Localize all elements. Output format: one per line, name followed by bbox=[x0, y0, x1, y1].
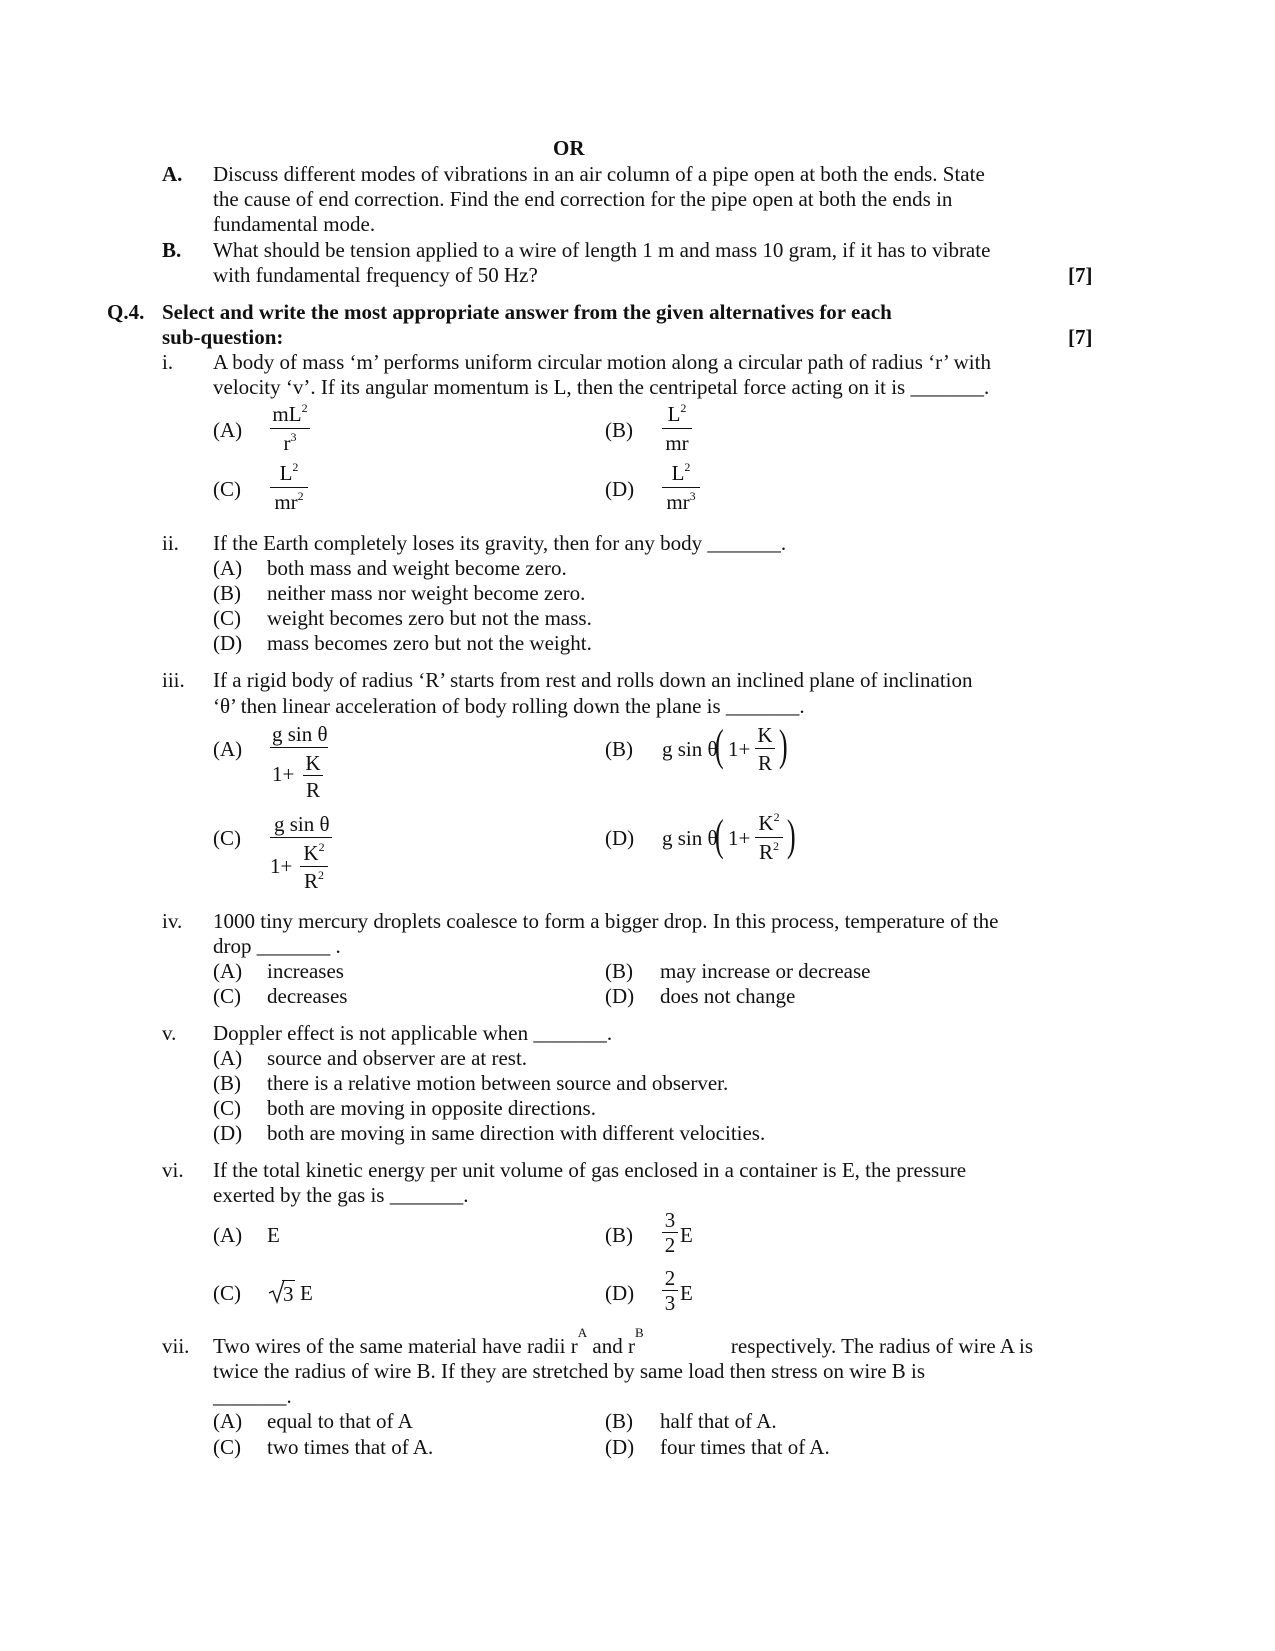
q-ii-opt-b-label: (B) bbox=[213, 581, 241, 605]
q-iii-opt-d-label: (D) bbox=[605, 826, 635, 850]
q-v-opt-b-label: (B) bbox=[213, 1071, 241, 1095]
q-iii-opt-a-fraction: g sin θ 1+ K R bbox=[272, 722, 328, 802]
q-v-opt-c-label: (C) bbox=[213, 1096, 241, 1120]
q-iii-opt-c-label: (C) bbox=[213, 826, 241, 850]
q-vii-opt-d-label: (D) bbox=[605, 1435, 635, 1459]
part-a-label: A. bbox=[162, 162, 183, 186]
q-vi-line2: exerted by the gas is _______. bbox=[213, 1183, 469, 1207]
q-iii-line1: If a rigid body of radius ‘R’ starts from rest and rolls down an inclined plane of inclination bbox=[213, 668, 973, 692]
q-iv-number: iv. bbox=[162, 909, 183, 933]
q-i-line2: velocity ‘v’. If its angular momentum is L, then the centripetal force acting on it is _______. bbox=[213, 375, 990, 399]
q-i-opt-c-fraction: $L^2$ $mr^2$ bbox=[270, 461, 308, 514]
or-heading: OR bbox=[553, 136, 585, 160]
q-ii-opt-c-label: (C) bbox=[213, 606, 241, 630]
q-iv-opt-d-text: does not change bbox=[660, 984, 796, 1008]
q-iii-opt-c-fraction: g sin θ 1+ $K^2$ $R^2$ bbox=[270, 811, 336, 893]
q-vii-opt-d-text: four times that of A. bbox=[660, 1435, 830, 1459]
q-iv-line1: 1000 tiny mercury droplets coalesce to form a bigger drop. In this process, temperature of the bbox=[213, 909, 999, 933]
q-ii-opt-a-text: both mass and weight become zero. bbox=[267, 556, 567, 580]
q-ii-opt-a-label: (A) bbox=[213, 556, 243, 580]
q-v-opt-d-text: both are moving in same direction with different velocities. bbox=[267, 1121, 766, 1145]
q-ii-number: ii. bbox=[162, 531, 179, 555]
q-v-opt-b-text: there is a relative motion between source and observer. bbox=[267, 1071, 729, 1095]
part-b-label: B. bbox=[162, 238, 182, 262]
q-i-line1: A body of mass ‘m’ performs uniform circular motion along a circular path of radius ‘r’ with bbox=[213, 350, 991, 374]
q4-number: Q.4. bbox=[107, 300, 145, 324]
part-b-line1: What should be tension applied to a wire of length 1 m and mass 10 gram, if it has to vibrate bbox=[213, 238, 991, 262]
part-b-line2: with fundamental frequency of 50 Hz? bbox=[213, 263, 538, 287]
q-vi-opt-a-text: E bbox=[267, 1223, 280, 1247]
q-iii-number: iii. bbox=[162, 668, 185, 692]
q-iv-opt-b-text: may increase or decrease bbox=[660, 959, 871, 983]
q-ii-text: If the Earth completely loses its gravity, then for any body _______. bbox=[213, 531, 787, 555]
q-vi-opt-d-label: (D) bbox=[605, 1281, 635, 1305]
part-a-line3: fundamental mode. bbox=[213, 212, 376, 236]
q-i-opt-d-label: (D) bbox=[605, 477, 635, 501]
q-iv-opt-a-text: increases bbox=[267, 959, 344, 983]
q-iii-line2: ‘θ’ then linear acceleration of body rolling down the plane is _______. bbox=[213, 694, 805, 718]
q-iv-opt-d-label: (D) bbox=[605, 984, 635, 1008]
q-vii-opt-b-text: half that of A. bbox=[660, 1409, 777, 1433]
q-vi-opt-a-label: (A) bbox=[213, 1223, 243, 1247]
q-iv-opt-a-label: (A) bbox=[213, 959, 243, 983]
q-vii-number: vii. bbox=[162, 1334, 190, 1358]
q-i-opt-a-fraction: $mL^2$ $r^3$ bbox=[270, 402, 310, 455]
q-vi-number: vi. bbox=[162, 1158, 184, 1182]
q-v-opt-a-text: source and observer are at rest. bbox=[267, 1046, 528, 1070]
q-iv-opt-c-text: decreases bbox=[267, 984, 348, 1008]
q-v-text: Doppler effect is not applicable when _______. bbox=[213, 1021, 613, 1045]
q-vii-opt-c-label: (C) bbox=[213, 1435, 241, 1459]
q-ii-opt-c-text: weight becomes zero but not the mass. bbox=[267, 606, 592, 630]
q-vi-opt-d-e: E bbox=[680, 1281, 693, 1305]
q-iv-opt-b-label: (B) bbox=[605, 959, 633, 983]
q-iii-opt-b-label: (B) bbox=[605, 737, 633, 761]
q-iii-opt-a-label: (A) bbox=[213, 737, 243, 761]
q-ii-opt-d-text: mass becomes zero but not the weight. bbox=[267, 631, 592, 655]
q-vi-opt-b-e: E bbox=[680, 1223, 693, 1247]
q-v-number: v. bbox=[162, 1021, 177, 1045]
q-vi-opt-b-fraction: 3 2 bbox=[662, 1208, 678, 1257]
q-vii-opt-c-text: two times that of A. bbox=[267, 1435, 434, 1459]
q-iv-line2: drop _______ . bbox=[213, 934, 341, 958]
q-i-opt-b-fraction: $L^2$ mr bbox=[662, 402, 692, 455]
q-ii-opt-d-label: (D) bbox=[213, 631, 243, 655]
q-vii-opt-a-label: (A) bbox=[213, 1409, 243, 1433]
part-b-marks: [7] bbox=[1068, 263, 1093, 287]
q-v-opt-c-text: both are moving in opposite directions. bbox=[267, 1096, 596, 1120]
q-v-opt-a-label: (A) bbox=[213, 1046, 243, 1070]
q-vii-line3: _______. bbox=[213, 1384, 292, 1408]
q4-line1: Select and write the most appropriate answer from the given alternatives for each bbox=[162, 300, 892, 324]
q-v-opt-d-label: (D) bbox=[213, 1121, 243, 1145]
q-iv-opt-c-label: (C) bbox=[213, 984, 241, 1008]
q-vii-opt-a-text: equal to that of A bbox=[267, 1409, 413, 1433]
q4-line2: sub-question: bbox=[162, 325, 284, 349]
q-i-opt-d-fraction: $L^2$ $mr^3$ bbox=[662, 461, 700, 514]
q-iii-opt-d-expression: g sin θ ( 1+ $K^2$ $R^2$ ) bbox=[662, 810, 796, 864]
q-vi-opt-b-label: (B) bbox=[605, 1223, 633, 1247]
q4-marks: [7] bbox=[1068, 325, 1093, 349]
q-i-number: i. bbox=[162, 350, 174, 374]
part-a-line1: Discuss different modes of vibrations in an air column of a pipe open at both the ends. State bbox=[213, 162, 985, 186]
q-vii-line2: twice the radius of wire B. If they are stretched by same load then stress on wire B is bbox=[213, 1359, 926, 1383]
q-i-opt-b-label: (B) bbox=[605, 418, 633, 442]
q-vii-opt-b-label: (B) bbox=[605, 1409, 633, 1433]
q-vi-opt-c-label: (C) bbox=[213, 1281, 241, 1305]
q-vii-line1: Two wires of the same material have radii r A and r B respectively. The radius of wire A is bbox=[213, 1325, 1033, 1358]
q-iii-opt-b-expression: g sin θ ( 1+ K R ) bbox=[662, 721, 788, 775]
q-ii-opt-b-text: neither mass nor weight become zero. bbox=[267, 581, 586, 605]
q-vi-opt-d-fraction: 2 3 bbox=[662, 1266, 678, 1315]
q-vi-line1: If the total kinetic energy per unit volume of gas enclosed in a container is E, the pressure bbox=[213, 1158, 967, 1182]
q-i-opt-c-label: (C) bbox=[213, 477, 241, 501]
part-a-line2: the cause of end correction. Find the end correction for the pipe open at both the ends in bbox=[213, 187, 953, 211]
q-i-opt-a-label: (A) bbox=[213, 418, 243, 442]
